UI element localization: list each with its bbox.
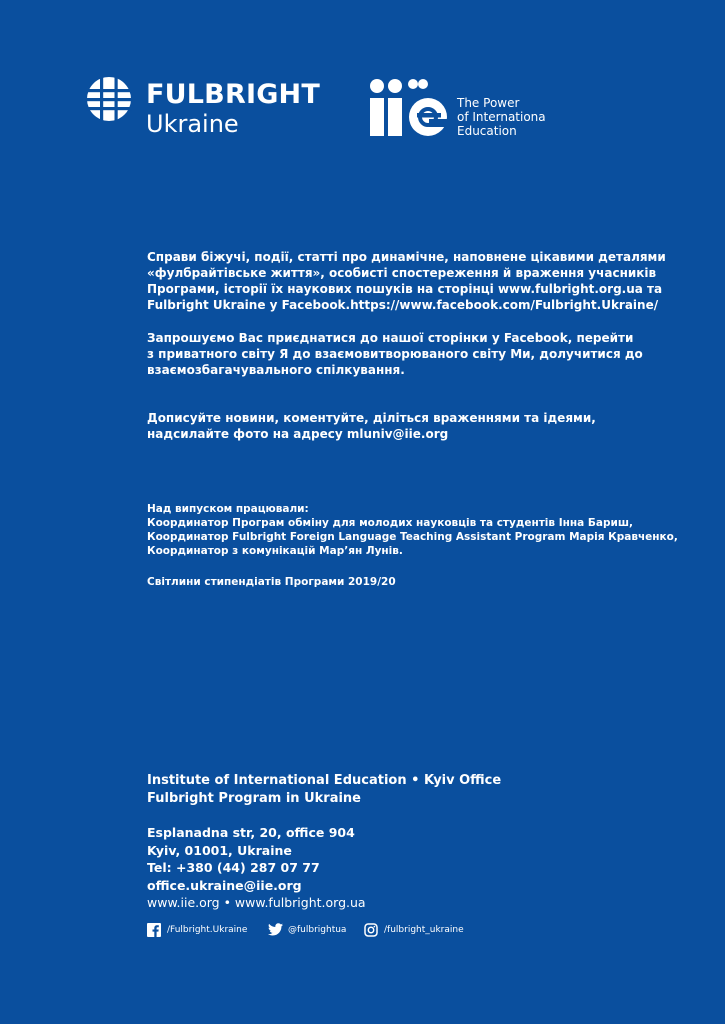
facebook-invite-paragraph [147, 330, 667, 378]
credits-heading: Над випуском працювали: [147, 503, 309, 515]
fulbright-globe-icon [86, 76, 132, 122]
twitter-link[interactable] [268, 922, 358, 940]
instagram-link[interactable] [364, 922, 474, 940]
facebook-icon [147, 923, 161, 937]
credits-line: Координатор Програм обміну для молодих науковців та студентів Інна Бариш, [147, 517, 633, 529]
office-line: Institute of International Education • Kyiv Office [147, 773, 502, 788]
email-link[interactable]: office.ukraine@iie.org [147, 877, 302, 893]
facebook-link[interactable] [147, 922, 257, 940]
facebook-handle: /Fulbright.Ukraine [167, 925, 248, 935]
text-line: з приватного світу Я до взаємовитворюваного світу Ми, долучитися до [147, 347, 643, 361]
text-line: надсилайте фото на адресу mluniv@iie.org [147, 427, 449, 441]
street-address: Esplanadna str, 20, office 904 [147, 825, 355, 840]
twitter-handle: @fulbrightua [288, 925, 347, 935]
text-line: взаємозбагачувального спілкування. [147, 363, 405, 377]
iie-tagline [457, 96, 546, 138]
iie-logo [368, 76, 578, 142]
address-block [147, 824, 366, 912]
office-line: Fulbright Program in Ukraine [147, 791, 361, 806]
city-address: Kyiv, 01001, Ukraine [147, 842, 292, 858]
telephone: Tel: +380 (44) 287 07 77 [147, 860, 320, 875]
iie-logo-mark-icon [368, 76, 452, 140]
photo-credit-text: Світлини стипендіатів Програми 2019/20 [147, 576, 396, 588]
office-block [147, 772, 501, 808]
text-line: Справи біжучі, події, статті про динамічне, наповнене цікавими деталями [147, 250, 666, 264]
intro-paragraph [147, 249, 667, 313]
instagram-handle: /fulbright_ukraine [384, 925, 464, 935]
iie-tagline-line-3: Education [457, 124, 517, 138]
contribute-paragraph [147, 410, 667, 442]
text-line: Fulbright Ukraine у Facebook.https://www.facebook.com/Fulbright.Ukraine/ [147, 298, 659, 312]
text-line: Дописуйте новини, коментуйте, діліться враженнями та ідеями, [147, 411, 596, 425]
iie-tagline-line-2: of Internationa [457, 110, 546, 124]
fulbright-logo [86, 74, 336, 144]
websites-links[interactable]: www.iie.org • www.fulbright.org.ua [147, 895, 366, 910]
text-line: «фулбрайтівське життя», особисті спостереження й враження учасників [147, 266, 657, 280]
credits-line: Координатор Fulbright Foreign Language Teaching Assistant Program Марія Кравченко, [147, 531, 678, 543]
fulbright-wordmark: FULBRIGHT [146, 79, 320, 110]
credits-block [147, 502, 678, 558]
text-line: Запрошуємо Вас приєднатися до нашої сторінки у Facebook, перейти [147, 331, 634, 345]
text-line: Програми, історії їх наукових пошуків на сторінці www.fulbright.org.ua та [147, 282, 663, 296]
fulbright-country: Ukraine [146, 110, 239, 138]
credits-line: Координатор з комунікацій Мар’ян Лунів. [147, 545, 403, 557]
instagram-icon [364, 923, 378, 937]
photo-credit [147, 575, 667, 589]
twitter-icon [268, 923, 283, 936]
iie-tagline-line-1: The Power [457, 96, 520, 110]
